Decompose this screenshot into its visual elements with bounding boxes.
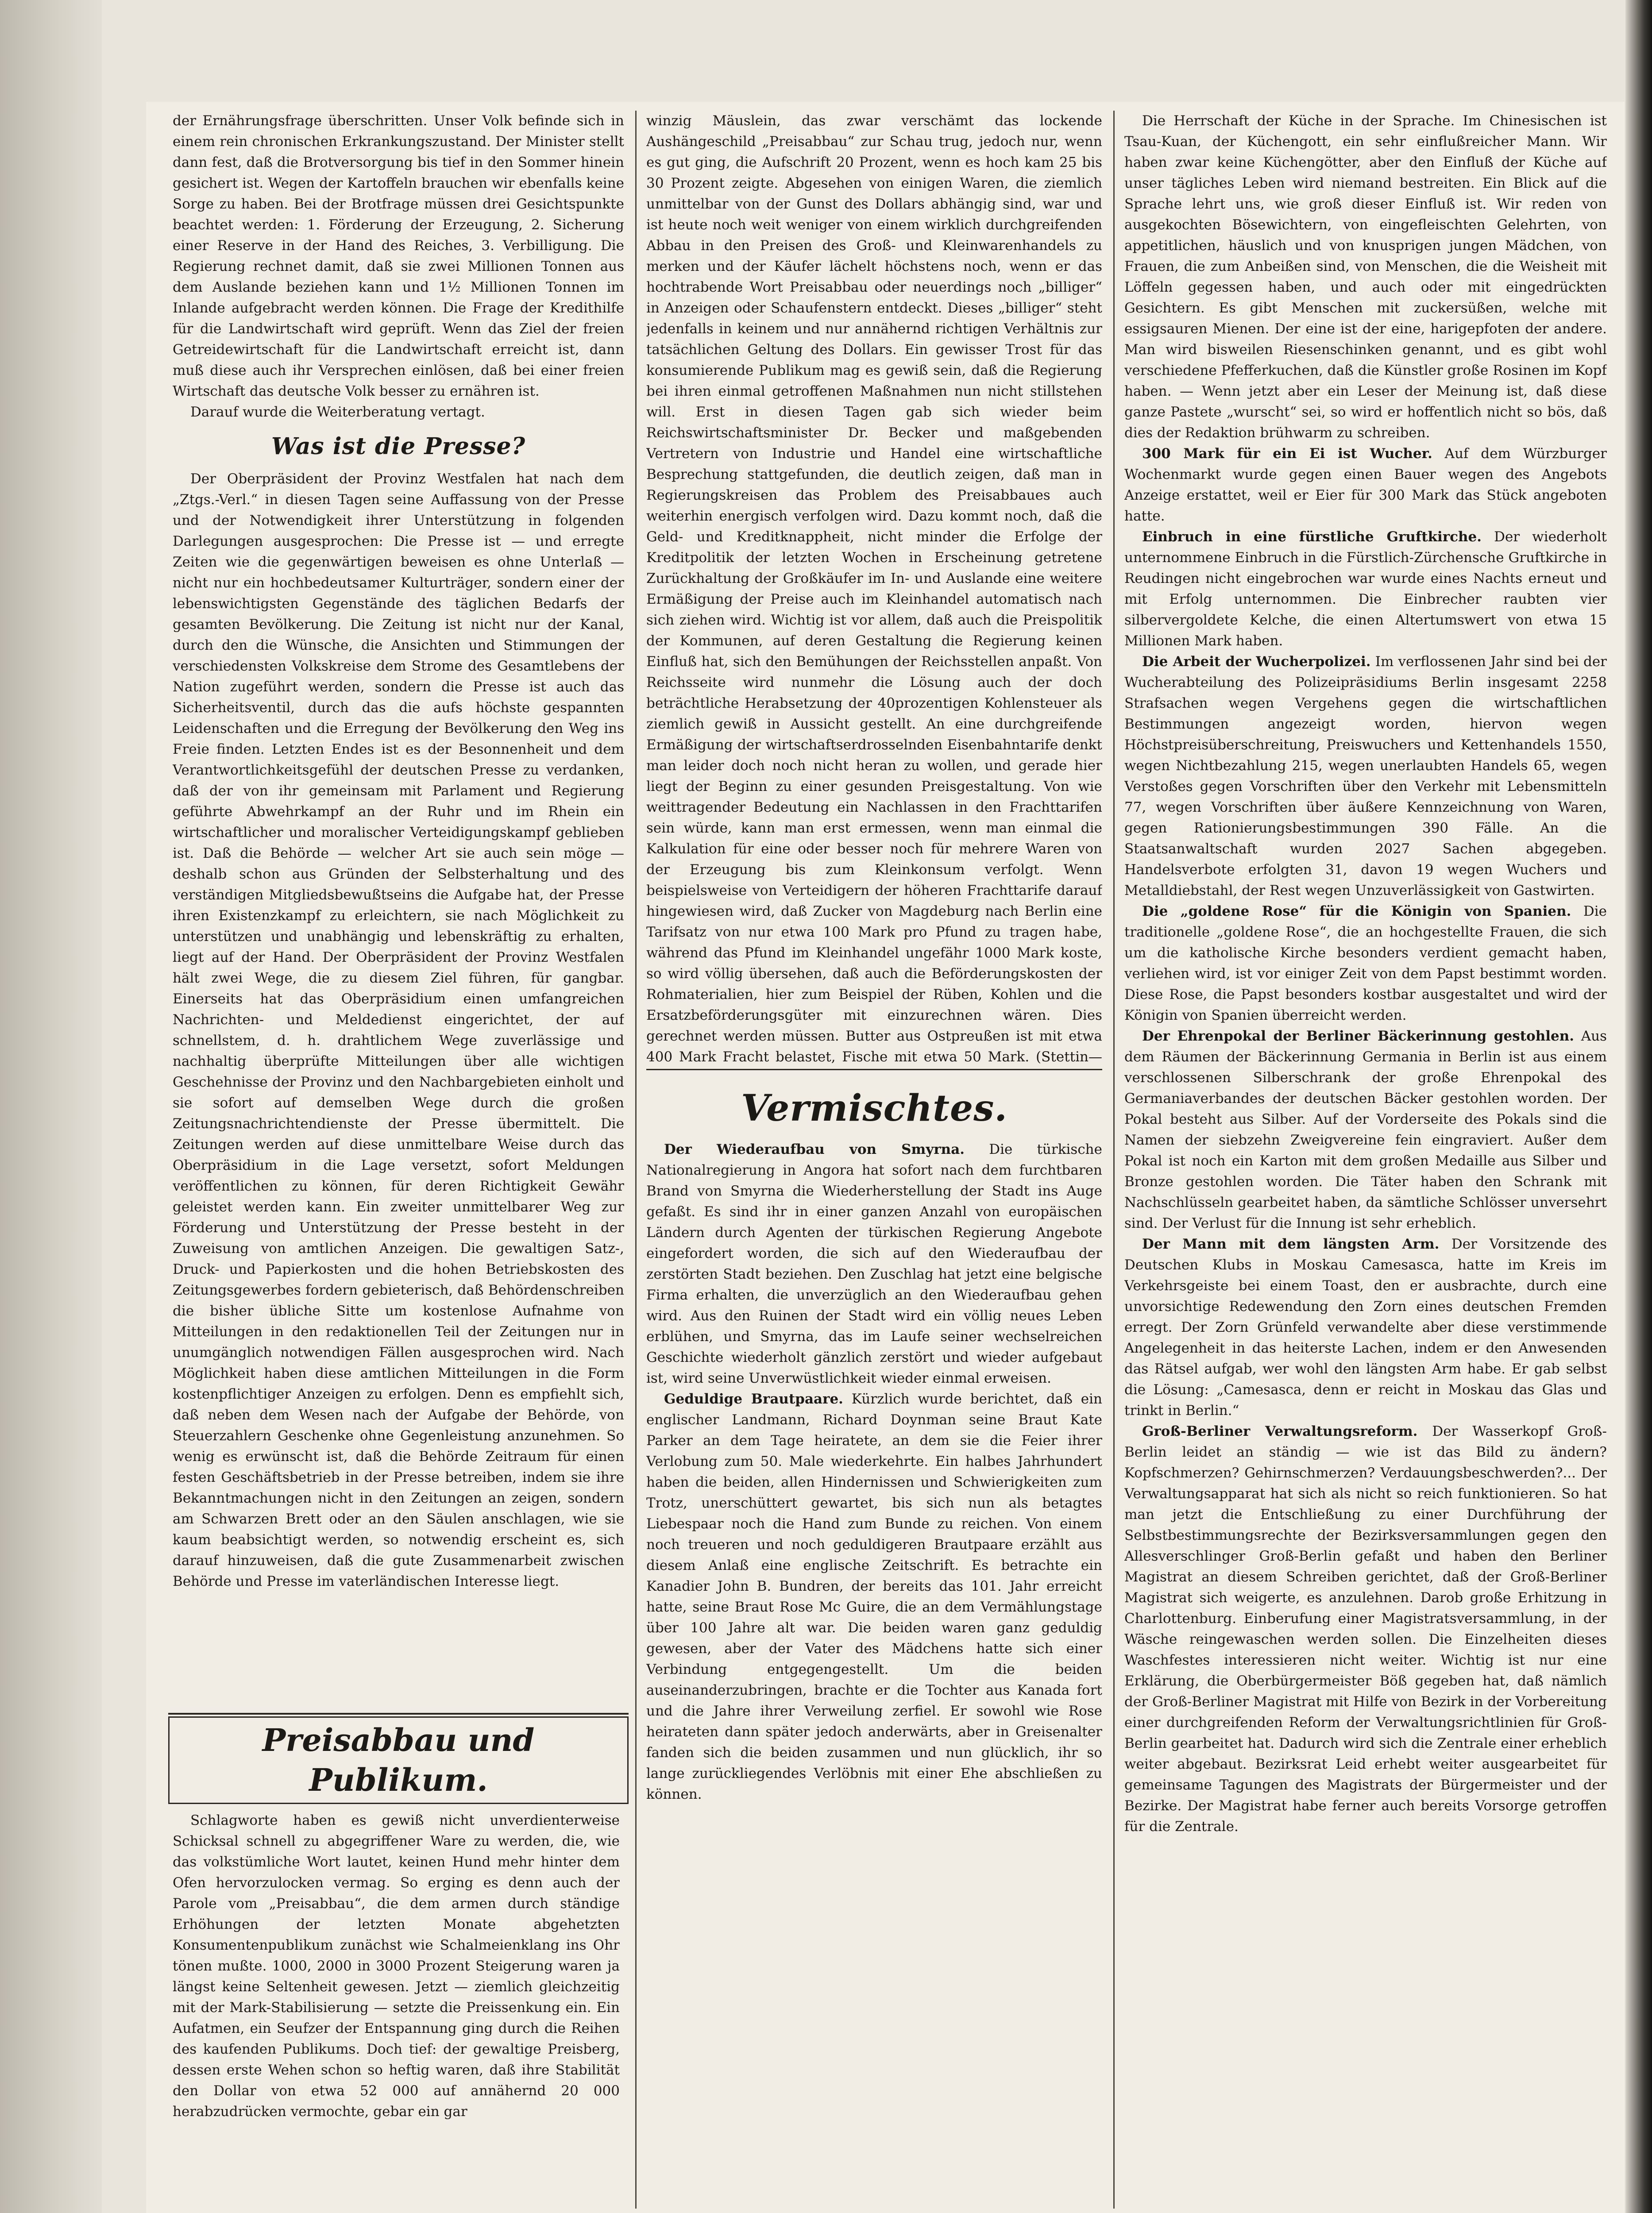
news-item — [1124, 1026, 1607, 1234]
item-heading: Die Arbeit der Wucherpolizei. — [1142, 654, 1371, 670]
article-text: Der Oberpräsident der Provinz Westfalen hat nach dem „Ztgs.-Verl.“ in diesen Tagen seine Auffassung von der Presse und der Notwendigkeit ihrer Unterstützung in folgenden Darlegungen ausgesprochen: Die Presse ist — und erregte Zeiten wie die gegenwärtigen beweisen es ohne Unterlaß — nicht nur ein hochbedeutsamer Kulturträger, sondern einer der lebenswichtigsten Gegenstände des täglichen Bedarfs der gesamten Bevölkerung. Die Zeitung ist nicht nur der Kanal, durch den die Wünsche, die Ansichten und Stimmungen der verschiedensten Volkskreise dem Strome des Gesamtlebens der Nation zugeführt werden, sondern die Presse ist auch das Sicherheitsventil, durch das die aufs höchste gespannten Leidenschaften und die Erregung der Bevölkerung den Weg ins Freie finden. Letzten Endes ist es der Besonnenheit und dem Verantwortlichkeitsgefühl der deutschen Presse zu verdanken, daß der von ihr gemeinsam mit Parlament und Regierung geführte Abwehrkampf an der Ruhr und im Rhein ein wirtschaftlicher und moralischer Verteidigungskampf geblieben ist. Daß die Behörde — welcher Art sie auch sein möge — deshalb schon aus Gründen der Selbsterhaltung und des verständigen Mitgliedsbewußtseins die Aufgabe hat, der Presse ihren Existenzkampf zu erleichtern, sie nach Möglichkeit zu unterstützen und unabhängig und lebenskräftig zu erhalten, liegt auf der Hand. Der Oberpräsident der Provinz Westfalen hält zwei Wege, die zu diesem Ziel führen, für gangbar. Einerseits hat das Oberpräsidium einen umfangreichen Nachrichten- und Meldedienst eingerichtet, der auf schnellstem, d. h. drahtlichem Wege zuverlässige und nachhaltig überprüfte Mitteilungen über alle wichtigen Geschehnisse der Provinz und den Nachbargebieten einholt und sie sofort auf demselben Wege durch die großen Zeitungsnachrichtendienste der Presse übermittelt. Die Zeitungen werden auf diese unmittelbare Weise durch das Oberpräsidium in die Lage versetzt, sofort Meldungen veröffentlichen zu können, für deren Richtigkeit Gewähr geleistet werden kann. Ein zweiter unmittelbarer Weg zur Förderung und Unterstützung der Presse besteht in der Zuweisung von amtlichen Anzeigen. Die gewaltigen Satz-, Druck- und Papierkosten und die hohen Betriebskosten des Zeitungsgewerbes fordern gebieterisch, daß Behördenschreiben die bisher übliche Sitte um kostenlose Aufnahme von Mitteilungen in den redaktionellen Teil der Zeitungen nur in unumgänglich notwendigen Fällen ausgesprochen wird. Nach Möglichkeit haben diese amtlichen Mitteilungen in die Form kostenpflichtiger Anzeigen zu erfolgen. Denn es empfiehlt sich, daß neben dem Wesen nach der Aufgabe der Behörde, von Steuerzahlern Geschenke ohne Gegenleistung anzunehmen. So wenig es erwünscht ist, daß die Behörde Zeitraum für einen festen Geschäftsbetrieb in der Presse betreiben, indem sie ihre Bekanntmachungen nicht in den Zeitungen an zeigen, sondern am Schwarzen Brett oder an den Säulen anschlagen, wie sie kaum beabsichtigt werden, so notwendig erscheint es, sich darauf hinzuweisen, daß die gute Zusammenarbeit zwischen Behörde und Presse im vaterländischen Interesse liegt. — [173, 471, 624, 1589]
news-item — [646, 1139, 1102, 1389]
heading-vermischtes: Vermischtes. — [741, 1087, 1007, 1130]
news-item — [1124, 527, 1607, 652]
item-text: Die Herrschaft der Küche in der Sprache. Im Chinesischen ist Tsau-Kuan, der Küchengott, ein sehr einflußreicher Mann. Wir haben zwar keine Küchengötter, aber den Einfluß der Küche auf unser tägliches Leben wird niemand bestreiten. Ein Blick auf die Sprache lehrt uns, wie groß dieser Einfluß ist. Wir reden von ausgekochten Bösewichtern, von eingefleischten Gelehrten, von appetitlichen, häuslich und von knusprigen jungen Mädchen, von Frauen, die zum Anbeißen sind, von Menschen, die die Weisheit mit Löffeln gegessen haben, und auch oder mit eingedrückten Gesichtern. Es gibt Menschen mit zuckersüßen, welche mit essigsauren Mienen. Der eine ist der eine, harigepfoten der andere. Man wird bisweilen Riesenschinken genannt, und es gibt wohl verschiedene Pfefferkuchen, daß die Künstler große Rosinen im Kopf haben. — Wenn jetzt aber ein Leser der Meinung ist, daß diese ganze Pastete „wurscht“ sei, so wird er hoffentlich nicht so bös, daß dies der Redaktion brühwarm zu schreiben. — [1124, 113, 1607, 441]
item-text: Die traditionelle „goldene Rose“, die an hochgestellte Frauen, die sich um die katholische Kirche besonders verdient gemacht haben, verliehen wird, ist vor einiger Zeit von dem Papst bestimmt worden. Diese Rose, die Papst besonders kostbar ausgestaltet und wird der Königin von Spanien überreicht werden. — [1124, 903, 1607, 1023]
item-text: Auf dem Würzburger Wochenmarkt wurde gegen einen Bauer wegen des Angebots Anzeige erstattet, weil er Eier für 300 Mark das Stück angeboten hatte. — [1124, 446, 1607, 524]
news-item — [1124, 111, 1607, 443]
item-text: Der wiederholt unternommene Einbruch in die Fürstlich-Zürchensche Gruftkirche in Reudingen nicht eingebrochen war wurde eines Nachts erneut und mit Erfolg unternommen. Die Einbrecher raubten vier silbervergoldete Kelche, die einen Altertumswert von etwa 15 Millionen Mark haben. — [1124, 529, 1607, 649]
item-text: Der Wasserkopf Groß-Berlin leidet an ständig — wie ist das Bild zu ändern? Kopfschmerzen? Gehirnschmerzen? Verdauungsbeschwerden?... Der Verwaltungsapparat hat sich als nicht so reich funktionieren. So hat man jetzt die Entschließung zu einer Durchführung der Selbstbestimmungsrechte der Bezirksversammlungen gegen den Allesverschlinger Groß-Berlin gefaßt und haben den Berliner Magistrat an diesem Schreiben gerichtet, daß der Groß-Berliner Magistrat sich weigerte, es anzulehnen. Darob große Erhitzung in Charlottenburg. Einberufung einer Magistratsversammlung, in der Wäsche reingewaschen werden sollen. Die Einzelheiten dieses Waschfestes interessieren nicht weiter. Wichtig ist nur eine Erklärung, die Oberbürgermeister Böß gegeben hat, daß nämlich der Groß-Berliner Magistrat mit Hilfe von Bezirk in der Vorbereitung einer durchgreifenden Reform der Verwaltungsrichtlinien für Groß-Berlin gearbeitet hat. Dadurch wird sich die Zentrale einer erheblich weiter abgebaut. Bezirksrat Leid erhebt weiter ausgearbeitet für gemeinsame Tagungen des Magistrats der Bürgermeister und der Bezirke. Der Magistrat habe ferner auch bereits Vorsorge getroffen für die Zentrale. — [1124, 1423, 1607, 1835]
article-text: der Ernährungsfrage überschritten. Unser Volk befinde sich in einem rein chronischen Erkrankungszustand. Der Minister stellt dann fest, daß die Brotversorgung bis tief in den Sommer hinein gesichert ist. Wegen der Kartoffeln brauchen wir ebenfalls keine Sorge zu haben. Bei der Brotfrage müssen drei Gesichtspunkte beachtet werden: 1. Förderung der Erzeugung, 2. Sicherung einer Reserve in der Hand des Reiches, 3. Verbilligung. Die Regierung rechnet damit, daß sie zwei Millionen Tonnen aus dem Auslande beziehen kann und 1½ Millionen Tonnen im Inlande aufgebracht werden können. Die Frage der Kredithilfe für die Landwirtschaft wird geprüft. Wenn das Ziel der freien Getreidewirtschaft für die Landwirtschaft erreicht ist, dann muß diese auch ihr Versprechen einlösen, daß bei einer freien Wirtschaft das deutsche Volk besser zu ernähren ist. — [173, 113, 624, 399]
column-1-preisabbau — [173, 1810, 620, 2213]
news-item — [1124, 1234, 1607, 1421]
item-text: Im verflossenen Jahr sind bei der Wucherabteilung des Polizeipräsidiums Berlin insgesamt 2258 Strafsachen wegen Vergehens gegen die wirtschaftlichen Bestimmungen angezeigt worden, hiervon wegen Höchstpreisüberschreitung, Preiswuchers und Kettenhandels 1550, wegen Nichtbezahlung 215, wegen unerlaubten Handels 65, wegen Verstoßes gegen Vorschriften über den Verkehr mit Lebensmitteln 77, wegen Vorschriften über äußere Kennzeichnung von Waren, gegen Rationierungsbestimmungen 390 Fälle. An die Staatsanwaltschaft wurden 2027 Sachen abgegeben. Handelsverbote erfolgten 31, davon 19 wegen Wuchers und Metalldiebstahl, der Rest wegen Unzuverlässigkeit von Gastwirten. — [1124, 654, 1607, 898]
news-item — [646, 1389, 1102, 1805]
item-heading: Der Mann mit dem längsten Arm. — [1142, 1236, 1440, 1252]
item-heading: Die „goldene Rose“ für die Königin von Spanien. — [1142, 903, 1571, 919]
item-heading: Der Wiederaufbau von Smyrna. — [664, 1141, 965, 1157]
item-heading: 300 Mark für ein Ei ist Wucher. — [1142, 446, 1432, 462]
column-2 — [646, 111, 1102, 1067]
item-text: Kürzlich wurde berichtet, daß ein englischer Landmann, Richard Doynman seine Braut Kate Parker an dem Tage heiratete, an dem sie die Feier ihrer Verlobung zum 50. Male wiederkehrte. Ein halbes Jahrhundert haben die beiden, allen Hindernissen und Schwierigkeiten zum Trotz, unerschüttert gewartet, bis sich nun als betagtes Liebespaar noch die Hand zum Bunde zu reichen. Von einem noch treueren und noch geduldigeren Brautpaare erzählt aus diesem Anlaß eine englische Zeitschrift. Es betrachte ein Kanadier John B. Bundren, der bereits das 101. Jahr erreicht hatte, seine Braut Rose Mc Guire, die an dem Vermählungstage über 100 Jahre alt war. Die beiden waren ganz geduldig gewesen, aber der Vater des Mädchens hatte sich einer Verbindung entgegengestellt. Um die beiden auseinanderzubringen, brachte er die Tochter aus Kanada fort und die Jahre ihrer Verweilung zerfiel. Er sowohl wie Rose heirateten dann später jedoch anderwärts, aber in Greisenalter fanden sich die beiden zusammen und nun glücklich, ihr so lange zurückliegendes Verlöbnis mit einer Ehe abschließen zu können. — [646, 1391, 1102, 1802]
news-item — [1124, 443, 1607, 527]
newspaper-page — [146, 102, 1625, 2213]
preisabbau-box — [168, 1713, 629, 2213]
heading-presse: Was ist die Presse? — [271, 433, 526, 460]
book-binding-right — [1625, 0, 1652, 2213]
article-text: Schlagworte haben es gewiß nicht unverdienterweise Schicksal schnell zu abgegriffener Ware zu werden, die, wie das volkstümliche Wort lautet, keinen Hund mehr hinter dem Ofen hervorzulocken vermag. So erging es denn auch der Parole vom „Preisabbau“, die dem armen durch ständige Erhöhungen der letzten Monate abgehetzten Konsumentenpublikum zunächst wie Schalmeienklang ins Ohr tönen mußte. 1000, 2000 in 3000 Prozent Steigerung waren ja längst keine Seltenheit gewesen. Jetzt — ziemlich gleichzeitig mit der Mark-Stabilisierung — setzte die Preissenkung ein. Ein Aufatmen, ein Seufzer der Entspannung ging durch die Reihen des kaufenden Publikums. Doch tief: der gewaltige Preisberg, dessen erste Wehen schon so heftig waren, daß ihre Stabilität den Dollar von etwa 52 000 auf annähernd 20 000 herabzudrücken vermochte, gebar ein gar — [173, 1812, 620, 2120]
item-heading: Geduldige Brautpaare. — [664, 1391, 843, 1407]
item-text: Aus dem Räumen der Bäckerinnung Germania in Berlin ist aus einem verschlossenen Silberschrank der große Ehrenpokal des Germaniaverbandes der deutschen Bäcker gestohlen worden. Der Pokal besteht aus Silber. Auf der Vorderseite des Pokals sind die Namen der siebzehn Zweigvereine fein eingraviert. Außer dem Pokal ist noch ein Karton mit dem großen Medaille aus Silber und Bronze gestohlen worden. Die Täter haben den Schrank mit Nachschlüsseln gearbeitet haben, da sämtliche Schlösser unversehrt sind. Der Verlust für die Innung ist sehr erheblich. — [1124, 1028, 1607, 1231]
item-heading: Der Ehrenpokal der Berliner Bäckerinnung gestohlen. — [1142, 1028, 1575, 1044]
news-item — [1124, 652, 1607, 901]
column-1 — [173, 111, 624, 1713]
news-item — [1124, 1421, 1607, 1837]
item-heading: Groß-Berliner Verwaltungsreform. — [1142, 1423, 1418, 1439]
book-binding-left — [0, 0, 102, 2213]
item-heading: Einbruch in eine fürstliche Gruftkirche. — [1142, 529, 1482, 545]
item-text: Der Vorsitzende des Deutschen Klubs in Moskau Camesasca, hatte im Kreis im Verkehrsgeiste bei einem Toast, den er ausbrachte, durch eine unvorsichtige Redewendung den Zorn eines deutschen Fremden erregt. Der Zorn Grünfeld verwandelte aber diese verstimmende Angelegenheit in das heiterste Lachen, indem er den Anwesenden das Rätsel aufgab, wer wohl den längsten Arm habe. Er gab selbst die Lösung: „Camesasca, denn er reicht in Moskau das Glas und trinkt in Berlin.“ — [1124, 1236, 1607, 1419]
column-2-vermischtes — [646, 1076, 1102, 2209]
article-text: winzig Mäuslein, das zwar verschämt das lockende Aushängeschild „Preisabbau“ zur Schau trug, jedoch nur, wenn es gut ging, die Aufschrift 20 Prozent, wenn es hoch kam 25 bis 30 Prozent zeigte. Abgesehen von einigen Waren, die ziemlich unmittelbar von der Gunst des Dollars abhängig sind, war und ist heute noch weit weniger von einem wirklich durchgreifenden Abbau in den Preisen des Groß- und Kleinwarenhandels zu merken und der Käufer lächelt höchstens noch, wenn er das hochtrabende Wort Preisabbau oder neuerdings noch „billiger“ in Anzeigen oder Schaufenstern entdeckt. Dieses „billiger“ steht jedenfalls in keinem und nur annähernd richtigen Verhältnis zur tatsächlichen Geltung des Dollars. Ein gewisser Trost für das konsumierende Publikum mag es gewiß sein, daß die Regierung bei ihren einmal getroffenen Maßnahmen nun nicht stillstehen will. Erst in diesen Tagen gab sich wieder beim Reichswirtschaftsminister Dr. Becker und maßgebenden Vertretern von Industrie und Handel eine wirtschaftliche Besprechung stattgefunden, die deutlich zeigen, daß man in Regierungskreisen das Problem des Preisabbaues auch weiterhin energisch verfolgen wird. Dazu kommt noch, daß die Geld- und Kreditknappheit, nicht minder die Erfolge der Kreditpolitik der letzten Wochen in Erscheinung getretene Zurückhaltung der Großkäufer im In- und Auslande eine weitere Ermäßigung der Preise auch im Kleinhandel automatisch nach sich ziehen wird. Wichtig ist vor allem, daß auch die Preispolitik der Kommunen, auf deren Gestaltung die Regierung keinen Einfluß hat, sich den Bemühungen der Reichsstellen anpaßt. Von Reichsseite wird nunmehr die Lösung auch der doch beträchtliche Herabsetzung der 40prozentigen Kohlensteuer als ziemlich gewiß in Aussicht gestellt. An eine durchgreifende Ermäßigung der wirtschaftserdrosselnden Eisenbahntarife denkt man leider doch noch nicht heran zu wollen, und gerade hier liegt der Beginn zu einer gesunden Preisgestaltung. Von wie weittragender Bedeutung ein Nachlassen in den Frachttarifen sein würde, kann man erst ermessen, wenn man einmal die Kalkulation für eine oder besser noch für mehrere Waren von der Erzeugung bis zum Kleinkonsum verfolgt. Wenn beispielsweise von Verteidigern der höheren Frachttarife darauf hingewiesen wird, daß Zucker von Magdeburg nach Berlin eine Tarifsatz von nur etwa 100 Mark pro Pfund zu tragen habe, während das Pfund im Kleinhandel ungefähr 1000 Mark koste, so wird völlig übersehen, daß auch die Beförderungskosten der Rohmaterialien, hier zum Beispiel der Rüben, Kohlen und die Ersatzbeförderungsgüter mit einzurechnen wären. Dies gerechnet werden müssen. Butter aus Ostpreußen ist mit etwa 400 Mark Fracht belastet, Fische mit etwa 50 Mark. (Stettin— — [646, 113, 1102, 1065]
column-3 — [1124, 111, 1607, 2209]
column-rule — [1113, 111, 1115, 2209]
section-rule — [646, 1069, 1102, 1070]
item-text: Die türkische Nationalregierung in Angora hat sofort nach dem furchtbaren Brand von Smyrna die Wiederherstellung der Stadt ins Auge gefaßt. Es sind ihr in einer ganzen Anzahl von europäischen Ländern durch Agenten der türkischen Regierung Angebote eingefordert worden, die sich auf den Wiederaufbau der zerstörten Stadt beziehen. Den Zuschlag hat jetzt eine belgische Firma erhalten, die unverzüglich an den Wiederaufbau gehen wird. Aus den Ruinen der Stadt wird ein völlig neues Leben erblühen, und Smyrna, das im Laufe seiner wechselreichen Geschichte wiederholt gänzlich zerstört und wieder aufgebaut ist, wird seine Unverwüstlichkeit wieder einmal erweisen. — [646, 1141, 1102, 1386]
column-rule — [635, 111, 637, 2209]
heading-preisabbau: Preisabbau und Publikum. — [168, 1716, 629, 1804]
news-item — [1124, 901, 1607, 1026]
article-text: Darauf wurde die Weiterberatung vertagt. — [190, 404, 485, 420]
